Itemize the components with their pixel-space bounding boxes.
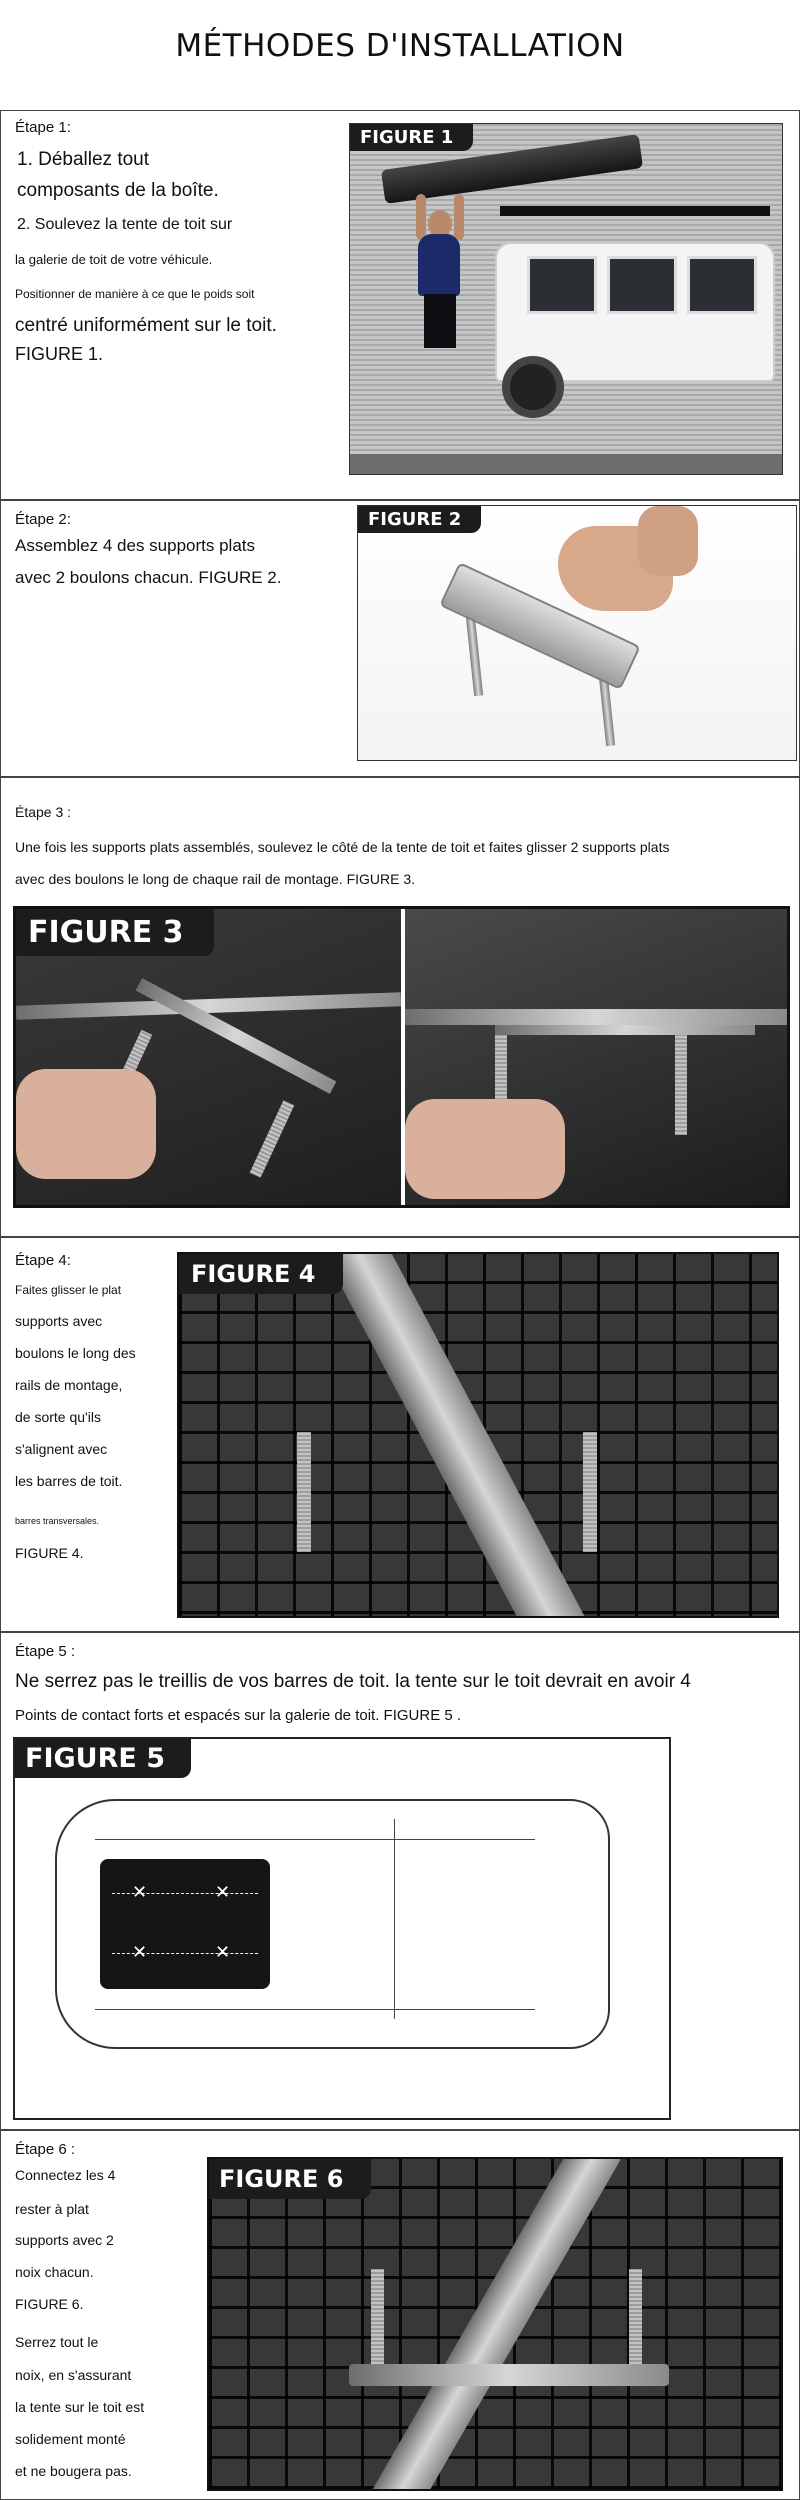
figure-2-hand (638, 506, 698, 576)
step-6-line: supports avec 2 (15, 2232, 114, 2248)
figure-6-flat-bracket (349, 2364, 669, 2386)
step-5-line: Ne serrez pas le treillis de vos barres de toit. la tente sur le toit devrait en avoir 4 (15, 1671, 691, 1692)
figure-6-mounting-rail (367, 2157, 620, 2491)
step-6-line: la tente sur le toit est (15, 2399, 145, 2415)
step-1-section (0, 110, 800, 500)
step-5-heading: Étape 5 : (15, 1643, 76, 1660)
step-4-line: boulons le long des (15, 1345, 136, 1361)
step-2-line: avec 2 boulons chacun. FIGURE 2. (15, 568, 282, 587)
figure-3-hand (405, 1099, 565, 1199)
step-4-heading: Étape 4: (15, 1252, 71, 1269)
figure-1-photo (349, 123, 783, 475)
step-4-line: Faites glisser le plat (15, 1283, 122, 1297)
figure-5-diagram (13, 1737, 671, 2120)
step-6-line: rester à plat (15, 2201, 89, 2217)
step-4-line: de sorte qu'ils (15, 1409, 101, 1425)
figure-1-arm (416, 194, 426, 240)
figure-1-arm (454, 194, 464, 240)
step-6-line: FIGURE 6. (15, 2296, 84, 2312)
step-4-line: FIGURE 4. (15, 1545, 84, 1561)
step-3-section (0, 777, 800, 1237)
figure-1-label: FIGURE 1 (350, 124, 473, 151)
step-3-heading: Étape 3 : (15, 804, 72, 820)
step-1-heading: Étape 1: (15, 119, 71, 136)
step-6-line: noix chacun. (15, 2264, 94, 2280)
step-4-section (0, 1237, 800, 1632)
figure-5-contact-mark: ✕ (132, 1942, 148, 1963)
figure-6-bolt (629, 2269, 642, 2369)
figure-2-label: FIGURE 2 (358, 506, 481, 533)
figure-1-person-body (418, 234, 460, 296)
step-3-line: avec des boulons le long de chaque rail de montage. FIGURE 3. (15, 871, 416, 887)
step-1-line: FIGURE 1. (15, 344, 104, 364)
step-6-line: Serrez tout le (15, 2334, 99, 2350)
step-5-section (0, 1632, 800, 2130)
figure-1-wheel (502, 356, 564, 418)
step-3-line: Une fois les supports plats assemblés, soulevez le côté de la tente de toit et faites glisser 2 supports plats (15, 839, 670, 855)
figure-3-photo (13, 906, 790, 1208)
step-1-line: composants de la boîte. (17, 180, 219, 201)
step-5-line: Points de contact forts et espacés sur la galerie de toit. FIGURE 5 . (15, 1707, 462, 1724)
figure-1-ground (350, 454, 782, 474)
step-4-line: les barres de toit. (15, 1473, 123, 1489)
figure-4-label: FIGURE 4 (179, 1254, 343, 1294)
step-1-line: Positionner de manière à ce que le poids soit (15, 287, 255, 301)
figure-5-tent (100, 1859, 270, 1989)
figure-3-label: FIGURE 3 (16, 909, 214, 956)
step-1-line: la galerie de toit de votre véhicule. (15, 252, 213, 267)
figure-5-windshield-line (394, 1819, 395, 2019)
figure-5-roof-line (95, 1839, 535, 1840)
step-1-line: 1. Déballez tout (17, 149, 150, 170)
figure-1-person-legs (424, 294, 456, 348)
figure-6-photo (207, 2157, 783, 2491)
step-6-heading: Étape 6 : (15, 2141, 76, 2158)
step-2-heading: Étape 2: (15, 511, 71, 528)
figure-5-contact-mark: ✕ (215, 1882, 231, 1903)
figure-1-window (687, 256, 757, 314)
figure-3-bracket (495, 1025, 755, 1035)
figure-6-bolt (371, 2269, 384, 2369)
figure-4-bolt (297, 1432, 311, 1552)
step-6-section (0, 2130, 800, 2500)
figure-4-photo (177, 1252, 779, 1618)
step-6-line: noix, en s'assurant (15, 2367, 132, 2383)
figure-4-mounting-rail (315, 1252, 603, 1618)
page-title: MÉTHODES D'INSTALLATION (175, 28, 625, 64)
figure-1-window (607, 256, 677, 314)
step-4-line: supports avec (15, 1313, 103, 1329)
step-4-line: s'alignent avec (15, 1441, 108, 1457)
figure-5-contact-mark: ✕ (215, 1942, 231, 1963)
step-4-line: barres transversales. (15, 1516, 100, 1526)
figure-1-roof-rack (500, 206, 770, 216)
figure-3-bolt (675, 1035, 687, 1135)
figure-3-right-panel (405, 909, 787, 1205)
figure-1-window (527, 256, 597, 314)
step-1-line: 2. Soulevez la tente de toit sur (17, 216, 233, 233)
figure-2-photo (357, 505, 797, 761)
step-1-line: centré uniformément sur le toit. (15, 315, 277, 336)
figure-5-contact-mark: ✕ (132, 1882, 148, 1903)
step-6-line: Connectez les 4 (15, 2167, 116, 2183)
figure-5-roof-line (95, 2009, 535, 2010)
figure-3-bolt (250, 1100, 295, 1178)
step-6-line: et ne bougera pas. (15, 2463, 132, 2479)
figure-5-label: FIGURE 5 (15, 1739, 191, 1778)
step-2-section (0, 500, 800, 777)
figure-3-hand (16, 1069, 156, 1179)
step-6-line: solidement monté (15, 2431, 126, 2447)
figure-2-bolt (466, 616, 483, 697)
figure-6-label: FIGURE 6 (209, 2159, 371, 2199)
step-2-line: Assemblez 4 des supports plats (15, 536, 256, 555)
figure-4-bolt (583, 1432, 597, 1552)
step-4-line: rails de montage, (15, 1377, 123, 1393)
figure-3-rail (405, 1009, 787, 1025)
